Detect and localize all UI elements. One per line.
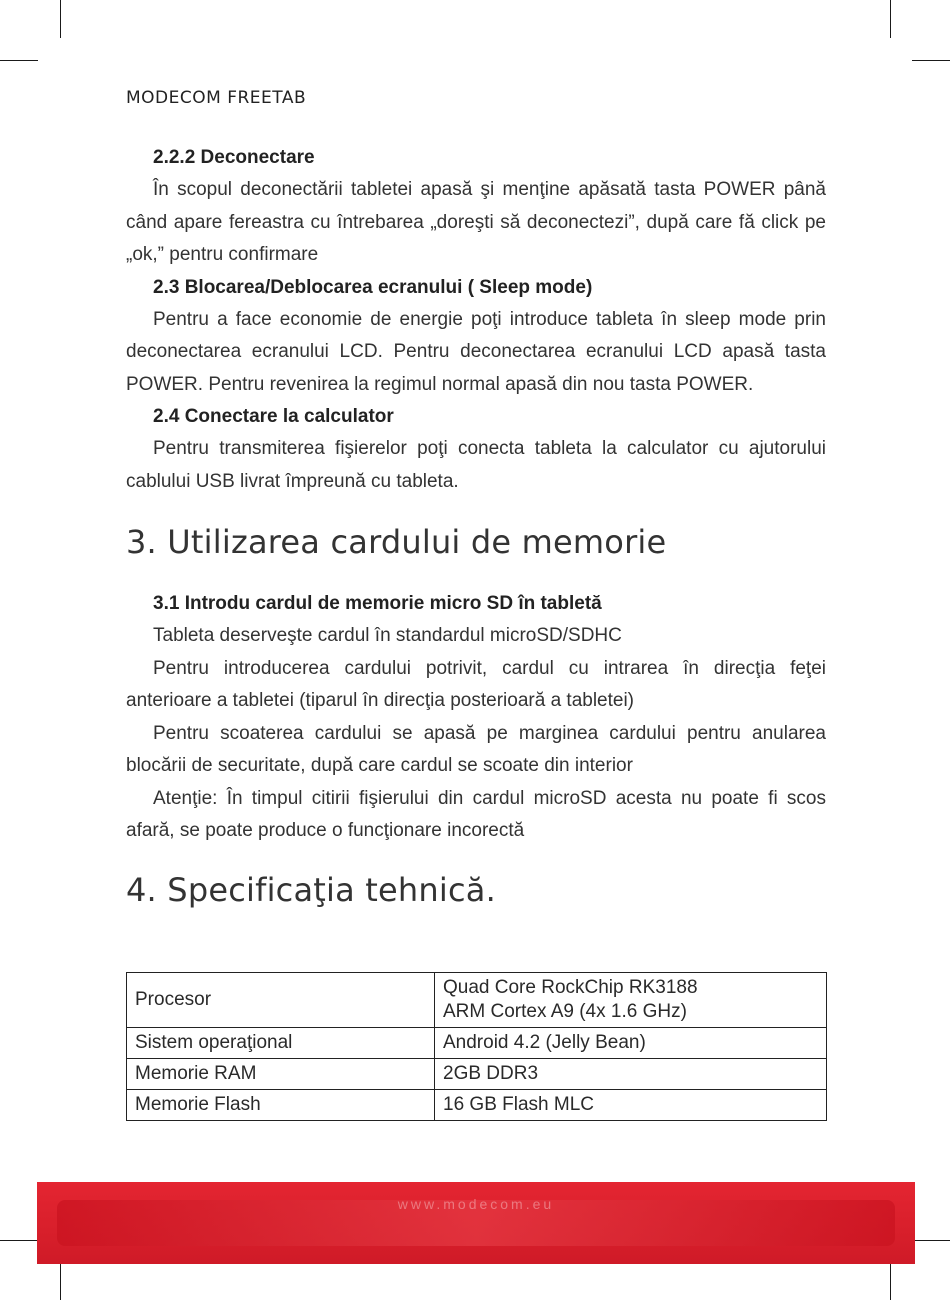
section-2-4-title: 2.4 Conectare la calculator: [153, 406, 394, 427]
crop-mark: [912, 1240, 950, 1241]
crop-mark: [0, 1240, 38, 1241]
table-row: [127, 973, 827, 1028]
spec-value: 16 GB Flash MLC: [435, 1090, 827, 1121]
table-row: [127, 1028, 827, 1059]
crop-mark: [890, 1262, 891, 1300]
spec-value: [435, 973, 827, 1028]
section-3-1-title: 3.1 Introdu cardul de memorie micro SD în tabletă: [153, 593, 602, 614]
footer-url: www.modecom.eu: [397, 1196, 555, 1212]
page-content: [126, 142, 826, 910]
spec-key: Sistem operaţional: [127, 1028, 435, 1059]
spec-table: [126, 972, 827, 1121]
crop-mark: [890, 0, 891, 38]
running-header: MODECOM FREETAB: [126, 88, 307, 108]
crop-mark: [912, 60, 950, 61]
spec-key: Procesor: [127, 973, 435, 1028]
crop-mark: [0, 60, 38, 61]
section-2-2-2-title: 2.2.2 Deconectare: [153, 147, 315, 168]
spec-value: Android 4.2 (Jelly Bean): [435, 1028, 827, 1059]
table-row: [127, 1090, 827, 1121]
section-4-heading: 4. Specificaţia tehnică.: [126, 870, 496, 909]
section-3-1-paragraph: Pentru introducerea cardului potrivit, cardul cu intrarea în direcţia feţei anterioare a tabletei (tiparul în direcţia posterioară a tabletei): [126, 657, 826, 711]
section-2-4-text: Pentru transmiterea fişierelor poţi conecta tableta la calculator cu ajutorului cablului USB livrat împreună cu tableta.: [126, 438, 826, 492]
section-3-heading: 3. Utilizarea cardului de memorie: [126, 523, 667, 561]
spec-value: 2GB DDR3: [435, 1059, 827, 1090]
table-row: [127, 1059, 827, 1090]
section-2-3-text: Pentru a face economie de energie poţi introduce tableta în sleep mode prin deconectarea ecranului LCD. Pentru deconectarea ecranului LCD apasă tasta POWER. Pentru revenirea la regimul normal apasă din nou tasta POWER.: [126, 308, 826, 395]
crop-mark: [60, 1262, 61, 1300]
section-3-1-paragraph: Tableta deserveşte cardul în standardul microSD/SDHC: [153, 625, 622, 646]
section-2-2-2-text: În scopul deconectării tabletei apasă şi menţine apăsată tasta POWER până când apare fereastra cu întrebarea „doreşti să deconectezi”, după care fă click pe „ok,” pentru confirmare: [126, 179, 826, 265]
spec-value-line: ARM Cortex A9 (4x 1.6 GHz): [443, 1001, 687, 1022]
section-3-1-paragraph: Atenţie: În timpul citirii fişierului din cardul microSD acesta nu poate fi scos afară, se poate produce o funcţionare incorectă: [126, 787, 826, 841]
footer-bar: [37, 1182, 915, 1264]
crop-mark: [60, 0, 61, 38]
spec-key: Memorie RAM: [127, 1059, 435, 1090]
section-3-1-paragraph: Pentru scoaterea cardului se apasă pe marginea cardului pentru anularea blocării de securitate, după care cardul se scoate din interior: [126, 722, 826, 776]
spec-key: Memorie Flash: [127, 1090, 435, 1121]
section-2-3-title: 2.3 Blocarea/Deblocarea ecranului ( Sleep mode): [153, 276, 593, 298]
spec-value-line: Quad Core RockChip RK3188: [443, 977, 698, 998]
